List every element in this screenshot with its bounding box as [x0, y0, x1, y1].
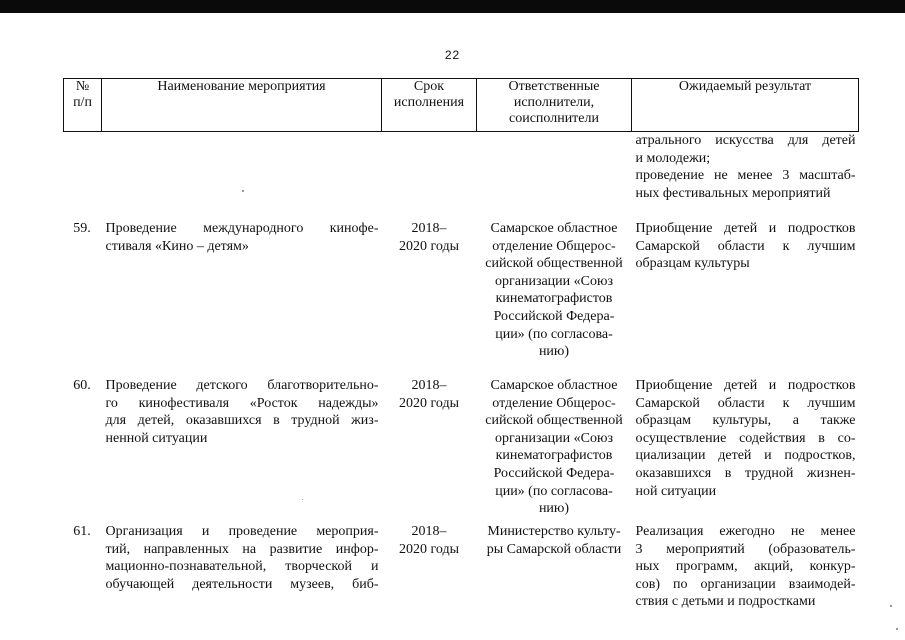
table-header-row — [64, 79, 859, 132]
cell-num: 61. — [73, 524, 91, 539]
header-result: Ожидаемый результат — [632, 79, 859, 132]
cell-name: Проведение международного кинофе- стиваля «Кино – детям» — [105, 221, 379, 254]
events-table — [63, 78, 859, 611]
scan-speck — [890, 605, 892, 607]
table-row — [64, 523, 859, 611]
table-row — [64, 220, 859, 377]
cell-result: Реализация ежегодно не менее 3 мероприятий (образователь- ных программ, акций, конкур- сов) по организации взаимодей- ствия с детьми и подростками — [635, 524, 856, 610]
cell-term: 2018– 2020 годы — [398, 524, 460, 557]
header-term: Срок исполнения — [382, 79, 477, 132]
cell-result: Приобщение детей и подростков Самарской области к лучшим образцам культуры — [635, 221, 856, 272]
scan-speck — [896, 628, 898, 630]
scan-top-bar — [0, 0, 905, 13]
cell-result: атрального искусства для детей и молодежи; проведение не менее 3 масштаб- ных фестивальных мероприятий — [635, 133, 856, 201]
cell-name: Проведение детского благотворительно- го кинофестиваля «Росток надежды» для детей, оказавшихся в трудной жиз- ненной ситуации — [105, 378, 379, 446]
scan-speck — [302, 499, 303, 500]
cell-responsible: Министерство культу- ры Самарской области — [486, 524, 622, 557]
cell-name: Организация и проведение мероприя- тий, направленных на развитие инфор- мационно-познавательной, творческой и обучающей деятельности музеев, биб- — [105, 524, 379, 592]
cell-term: 2018– 2020 годы — [398, 378, 460, 411]
cell-term: 2018– 2020 годы — [398, 221, 460, 254]
cell-result: Приобщение детей и подростков Самарской области к лучшим образцам культуры, а также осуществление содействия в со- циализации детей и подростков, оказавшихся в трудной жизнен- ной ситуации — [635, 378, 856, 499]
header-name: Наименование мероприятия — [102, 79, 382, 132]
page-number: 22 — [444, 48, 461, 62]
table-row-continuation — [64, 132, 859, 221]
cell-responsible: Самарское областное отделение Общерос- сийской общественной организации «Союз кинематографистов Российской Федера- ции» (по согласова- нию) — [485, 221, 623, 360]
table-row — [64, 377, 859, 523]
cell-responsible: Самарское областное отделение Общерос- сийской общественной организации «Союз кинематографистов Российской Федера- ции» (по согласова- нию) — [485, 378, 623, 517]
header-responsible: Ответственные исполнители, соисполнители — [477, 79, 632, 132]
scan-speck — [242, 190, 244, 192]
cell-num: 60. — [73, 378, 91, 393]
cell-num: 59. — [73, 221, 91, 236]
header-num: № п/п — [64, 79, 102, 132]
